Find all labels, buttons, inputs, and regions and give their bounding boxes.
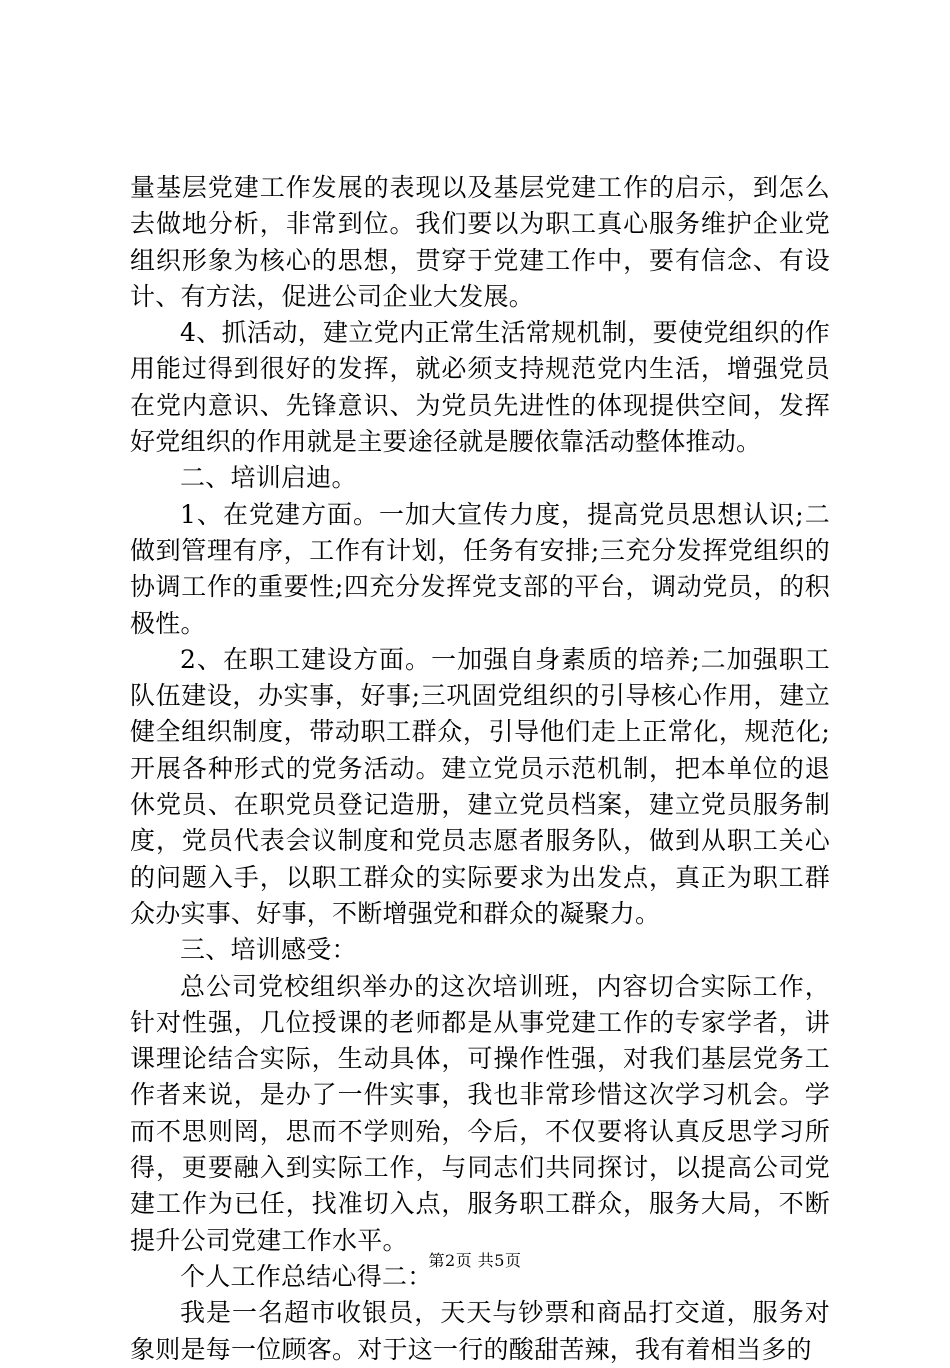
paragraph-party-building: 1、在党建方面。一加大宣传力度，提高党员思想认识;二做到管理有序，工作有计划，任务有安排;三充分发挥党组织的协调工作的重要性;四充分发挥党支部的平台，调动党员，的积极性。 — [130, 499, 830, 638]
section-heading-training-inspiration: 二、培训启迪。 — [180, 463, 357, 493]
section-heading-summary-two: 个人工作总结心得二： — [180, 1261, 433, 1291]
page-number-footer: 第2页 共5页 — [428, 1251, 522, 1270]
paragraph-cashier: 我是一名超市收银员，天天与钞票和商品打交道，服务对象则是每一位顾客。对于这一行的酸甜苦辣，我有着相当多的 — [130, 1298, 830, 1364]
paragraph-item-4: 4、抓活动，建立党内正常生活常规机制，要使党组织的作用能过得到很好的发挥，就必须支持规范党内生活，增强党员在党内意识、先锋意识、为党员先进性的体现提供空间，发挥好党组织的作用就是主要途径就是腰依靠活动整体推动。 — [130, 318, 830, 457]
paragraph-staff-building: 2、在职工建设方面。一加强自身素质的培养;二加强职工队伍建设，办实事，好事;三巩固党组织的引导核心作用，建立健全组织制度，带动职工群众，引导他们走上正常化，规范化;开展各种形式的党务活动。建立党员示范机制，把本单位的退休党员、在职党员登记造册，建立党员档案，建立党员服务制度，党员代表会议制度和党员志愿者服务队，做到从职工关心的问题入手，以职工群众的实际要求为出发点，真正为职工群众办实事、好事，不断增强党和群众的凝聚力。 — [130, 644, 830, 928]
paragraph-continuation: 量基层党建工作发展的表现以及基层党建工作的启示，到怎么去做地分析，非常到位。我们要以为职工真心服务维护企业党组织形象为核心的思想，贯穿于党建工作中，要有信念、有设计、有方法，促进公司企业大发展。 — [130, 173, 830, 311]
paragraph-training-feelings: 总公司党校组织举办的这次培训班，内容切合实际工作，针对性强，几位授课的老师都是从事党建工作的专家学者，讲课理论结合实际，生动具体，可操作性强，对我们基层党务工作者来说，是办了一件实事，我也非常珍惜这次学习机会。学而不思则罔，思而不学则殆，今后，不仅要将认真反思学习所得，更要融入到实际工作，与同志们共同探讨，以提高公司党建工作为已任，找准切入点，服务职工群众，服务大局，不断提升公司党建工作水平。 — [130, 971, 830, 1255]
section-heading-training-feelings: 三、培训感受： — [180, 935, 357, 965]
document-body — [130, 170, 830, 1368]
